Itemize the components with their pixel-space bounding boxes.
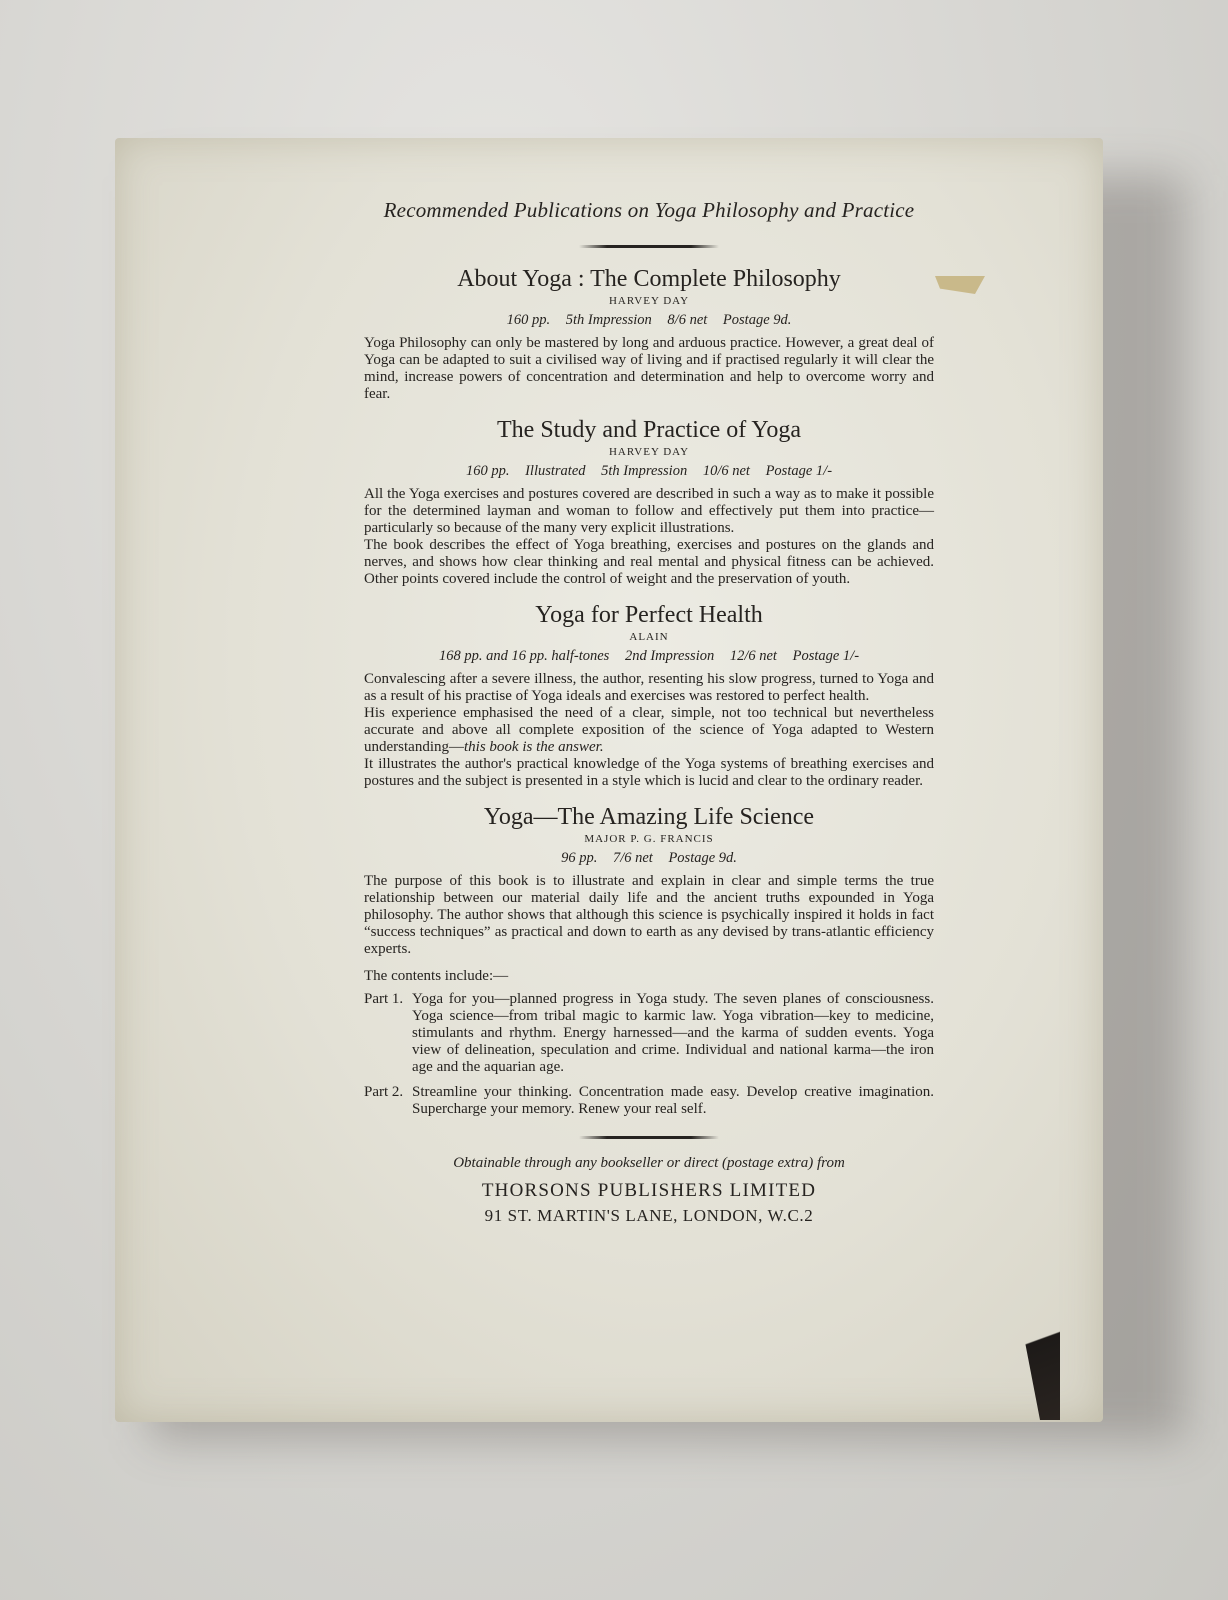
book-title: About Yoga : The Complete Philosophy [457, 266, 841, 292]
book-description: The book describes the effect of Yoga breathing, exercises and postures on the glands and nerves, and shows how clear thinking and real mental and physical fitness can be achieved. Other points covered include the control of weight and the preservation of youth. [364, 537, 934, 587]
part-label: Part 2. [364, 1084, 404, 1100]
book-description: Yoga Philosophy can only be mastered by long and arduous practice. However, a great deal of Yoga can be adapted to suit a civilised way of living and if practised regularly it will clear the mind, increase powers of concentration and determination and help to overcome worry and fear. [364, 335, 934, 402]
book-entry [364, 417, 934, 588]
meta-item: 5th Impression [565, 312, 652, 328]
part-text: Streamline your thinking. Concentration made easy. Develop creative imagination. Supercharge your memory. Renew your real self. [412, 1084, 934, 1117]
book-title: Yoga—The Amazing Life Science [483, 804, 815, 830]
meta-item: 12/6 net [729, 648, 777, 664]
meta-item: 2nd Impression [624, 648, 715, 664]
meta-item: Postage 1/- [765, 463, 833, 479]
cover-header: Recommended Publications on Yoga Philosophy and Practice [383, 198, 915, 222]
book-author: HARVEY DAY [608, 446, 690, 458]
contents-part [364, 1084, 934, 1118]
part-text: Yoga for you—planned progress in Yoga study. The seven planes of consciousness. Yoga science—from tribal magic to karmic law. Yoga vibration—key to medicine, stimulants and rhythm. Energy harnessed—and the karma of sudden events. Yoga view of delineation, speculation and crime. Individual and national karma—the iron age and the aquarian age. [412, 991, 934, 1075]
meta-item: Postage 9d. [722, 312, 792, 328]
meta-item: 8/6 net [667, 312, 708, 328]
meta-item: 160 pp. [465, 463, 510, 479]
description-text: His experience emphasised the need of a clear, simple, not too technical but nevertheless accurate and above all complete exposition of the science of Yoga adapted to Western understanding— [364, 705, 934, 755]
meta-item: 5th Impression [601, 463, 688, 479]
meta-item: 168 pp. and 16 pp. half-tones [438, 648, 610, 664]
meta-item: Postage 9d. [668, 850, 737, 866]
book-entry [364, 804, 934, 1118]
cover-chip [935, 276, 985, 294]
meta-item: 160 pp. [506, 312, 551, 328]
part-label: Part 1. [364, 991, 404, 1007]
book-description: The purpose of this book is to illustrate and explain in clear and simple terms the true relationship between our material daily life and the ancient truths expounded in Yoga philosophy. The author shows that although this science is psychically inspired it holds in fact “success techniques” as practical and down to earth as any devised by trans-atlantic efficiency experts. [364, 873, 934, 957]
meta-item: Illustrated [525, 463, 586, 479]
book-author: MAJOR P. G. FRANCIS [584, 833, 714, 845]
book-entry [364, 602, 934, 790]
publisher-name: THORSONS PUBLISHERS LIMITED [481, 1180, 817, 1201]
book-title: Yoga for Perfect Health [535, 602, 763, 628]
contents-part [364, 991, 934, 1076]
book-entry [364, 266, 934, 403]
book-description: All the Yoga exercises and postures covered are described in such a way as to make it possible for the determined layman and woman to follow and effectively put them into practice—particularly so because of the many very explicit illustrations. [364, 486, 934, 536]
obtain-note: Obtainable through any bookseller or direct (postage extra) from [453, 1155, 845, 1171]
header-rule [579, 245, 719, 248]
book-meta [364, 850, 934, 867]
meta-item: Postage 1/- [792, 648, 860, 664]
publisher-address: 91 ST. MARTIN'S LANE, LONDON, W.C.2 [484, 1206, 814, 1225]
meta-item: 7/6 net [612, 850, 653, 866]
book-title: The Study and Practice of Yoga [497, 417, 801, 443]
meta-item: 96 pp. [561, 850, 598, 866]
book-meta [364, 463, 934, 480]
description-emphasis: this book is the answer. [463, 739, 604, 755]
book-description: Convalescing after a severe illness, the author, resenting his slow progress, turned to Yoga and as a result of his practise of Yoga ideals and exercises was restored to perfect health. [364, 671, 934, 704]
contents-intro: The contents include:— [364, 968, 509, 984]
book-author: ALAIN [629, 631, 669, 643]
book-description: It illustrates the author's practical knowledge of the Yoga systems of breathing exercises and postures and the subject is presented in a style which is lucid and clear to the ordinary reader. [364, 756, 934, 789]
footer-rule [579, 1136, 719, 1139]
book-meta [364, 312, 934, 329]
book-meta [364, 648, 934, 665]
meta-item: 10/6 net [702, 463, 750, 479]
book-description [364, 705, 934, 756]
book-author: HARVEY DAY [608, 295, 690, 307]
cover-text-block [364, 198, 934, 1226]
publisher-footer [364, 1136, 934, 1226]
